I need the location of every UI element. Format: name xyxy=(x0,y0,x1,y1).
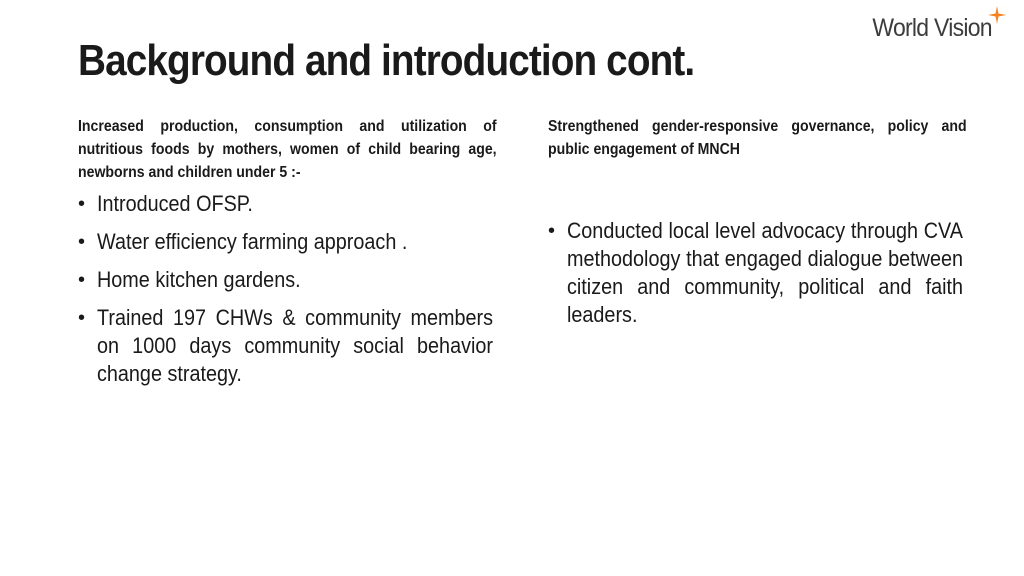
bullet-icon: • xyxy=(548,220,556,242)
left-column xyxy=(78,115,496,398)
right-bullet-list xyxy=(548,217,966,329)
list-item: • Introduced OFSP. xyxy=(78,191,253,216)
world-vision-logo xyxy=(862,6,1006,42)
right-column-heading: Strengthened gender-responsive governance, policy and public engagement of MNCH xyxy=(548,118,967,158)
list-item: • Conducted local level advocacy through CVA methodology that engaged dialogue between citizen and community, political and faith leaders. xyxy=(548,218,963,327)
page-title: Background and introduction cont. xyxy=(78,36,695,85)
list-item: • Trained 197 CHWs & community members on 1000 days community social behavior change strategy. xyxy=(78,305,493,386)
right-column xyxy=(548,115,966,339)
left-column-heading: Increased production, consumption and utilization of nutritious foods by mothers, women of child bearing age, newborns and children under 5 :- xyxy=(78,118,497,181)
bullet-icon: • xyxy=(78,193,86,215)
left-bullet-list xyxy=(78,190,496,388)
logo-text: World Vision xyxy=(872,14,992,42)
list-item: • Home kitchen gardens. xyxy=(78,267,301,292)
bullet-icon: • xyxy=(78,307,86,329)
list-item: • Water efficiency farming approach . xyxy=(78,229,408,254)
bullet-icon: • xyxy=(78,231,86,253)
bullet-icon: • xyxy=(78,269,86,291)
